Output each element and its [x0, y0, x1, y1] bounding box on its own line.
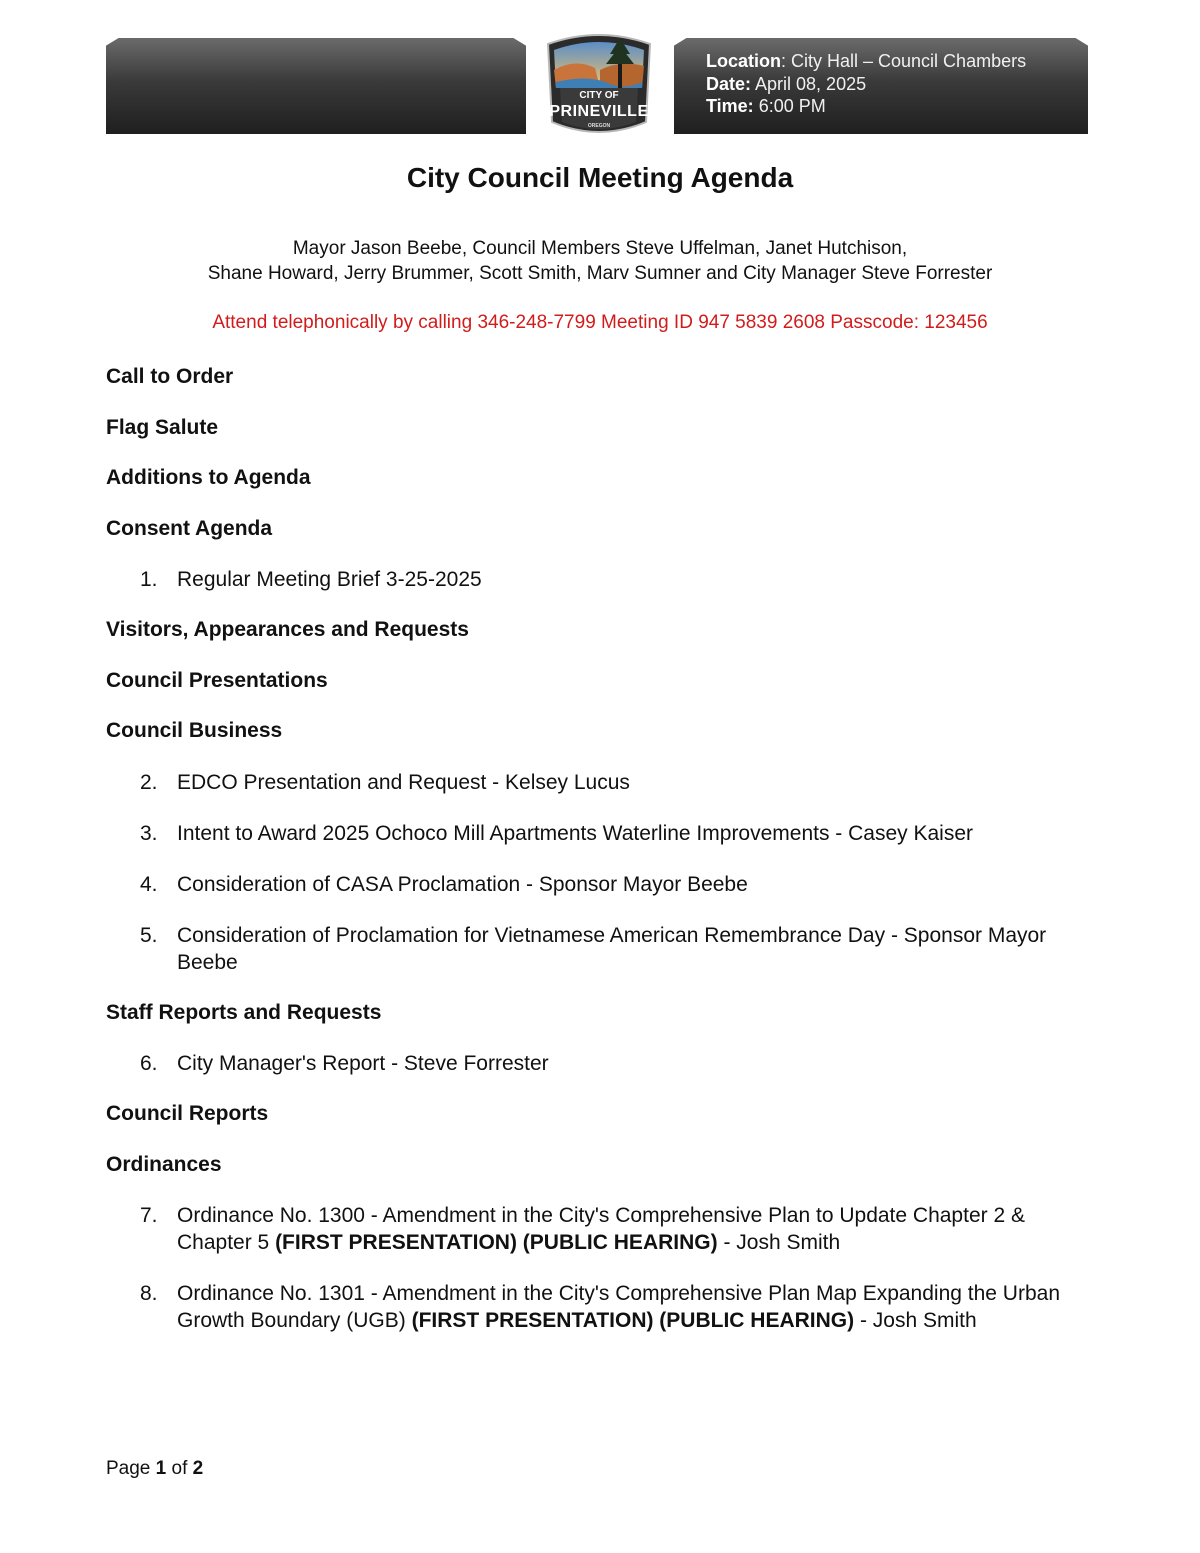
item-number: 6. [140, 1052, 158, 1075]
header-banner-left [106, 38, 526, 134]
section-consent: Consent Agenda [106, 516, 273, 540]
item-number: 8. [140, 1282, 158, 1305]
agenda-item-7 [106, 1202, 1096, 1256]
section-council-reports: Council Reports [106, 1102, 269, 1125]
item-text: Ordinance No. 1301 - Amendment in the City's Comprehensive Plan Map Expanding the Urban Growth Boundary (UGB) [177, 1282, 1060, 1332]
logo-state: OREGON [587, 123, 611, 129]
item-number: 7. [140, 1204, 158, 1227]
agenda-item-4 [106, 871, 1096, 898]
item-number: 2. [140, 770, 158, 794]
members-line-2: Shane Howard, Jerry Brummer, Scott Smith, Marv Sumner and City Manager Steve Forrester [207, 263, 993, 284]
section-staff-reports: Staff Reports and Requests [106, 1000, 382, 1024]
section-additions: Additions to Agenda [106, 466, 311, 489]
item-text: Intent to Award 2025 Ochoco Mill Apartments Waterline Improvements - Casey Kaiser [177, 821, 974, 845]
item-hearing-tag: (FIRST PRESENTATION) (PUBLIC HEARING) [411, 1309, 855, 1332]
item-number: 4. [140, 872, 158, 896]
agenda-body [106, 364, 1096, 1358]
location-line: Location: City Hall – Council Chambers [706, 51, 1027, 71]
section-visitors: Visitors, Appearances and Requests [106, 618, 469, 641]
meeting-info [706, 50, 1026, 118]
item-hearing-tag: (FIRST PRESENTATION) (PUBLIC HEARING) [275, 1231, 718, 1254]
agenda-item-3 [106, 820, 1096, 847]
section-flag-salute: Flag Salute [106, 415, 219, 439]
item-number: 3. [140, 821, 158, 845]
item-text: Consideration of CASA Proclamation - Sponsor Mayor Beebe [177, 872, 748, 896]
telephonic-notice: Attend telephonically by calling 346-248-7799 Meeting ID 947 5839 2608 Passcode: 123456 [212, 312, 988, 333]
time-line: Time: 6:00 PM [706, 96, 826, 116]
members-line-1: Mayor Jason Beebe, Council Members Steve Uffelman, Janet Hutchison, [292, 238, 908, 259]
item-text: Consideration of Proclamation for Vietnamese American Remembrance Day - Sponsor Mayor Beebe [177, 923, 1047, 974]
item-text: EDCO Presentation and Request - Kelsey Lucus [177, 770, 630, 794]
agenda-item-1 [106, 566, 1096, 593]
agenda-item-6 [106, 1050, 1096, 1077]
item-number: 1. [140, 568, 158, 591]
agenda-item-5 [106, 922, 1096, 976]
logo-city-name: PRINEVILLE [549, 103, 649, 120]
item-presenter: - Josh Smith [854, 1309, 977, 1332]
agenda-item-2 [106, 769, 1096, 796]
logo-city-of: CITY OF [579, 90, 619, 101]
item-presenter: - Josh Smith [717, 1231, 841, 1254]
item-text: Ordinance No. 1300 - Amendment in the City's Comprehensive Plan to Update Chapter 2 & Chapter 5 [177, 1204, 1025, 1254]
date-line: Date: April 08, 2025 [706, 73, 867, 94]
city-logo [540, 30, 658, 140]
current-page: 1 [155, 1458, 167, 1479]
page-title: City Council Meeting Agenda [406, 162, 794, 193]
section-call-to-order: Call to Order [106, 365, 234, 388]
section-presentations: Council Presentations [106, 668, 328, 692]
item-text: Regular Meeting Brief 3-25-2025 [177, 568, 482, 591]
page-footer: Page 1 of 2 [106, 1458, 204, 1479]
total-pages: 2 [192, 1458, 204, 1479]
section-business: Council Business [106, 719, 283, 742]
section-ordinances: Ordinances [106, 1152, 222, 1176]
council-members [0, 236, 1200, 286]
agenda-item-8 [106, 1280, 1096, 1334]
item-number: 5. [140, 923, 158, 947]
item-text: City Manager's Report - Steve Forrester [177, 1052, 549, 1075]
